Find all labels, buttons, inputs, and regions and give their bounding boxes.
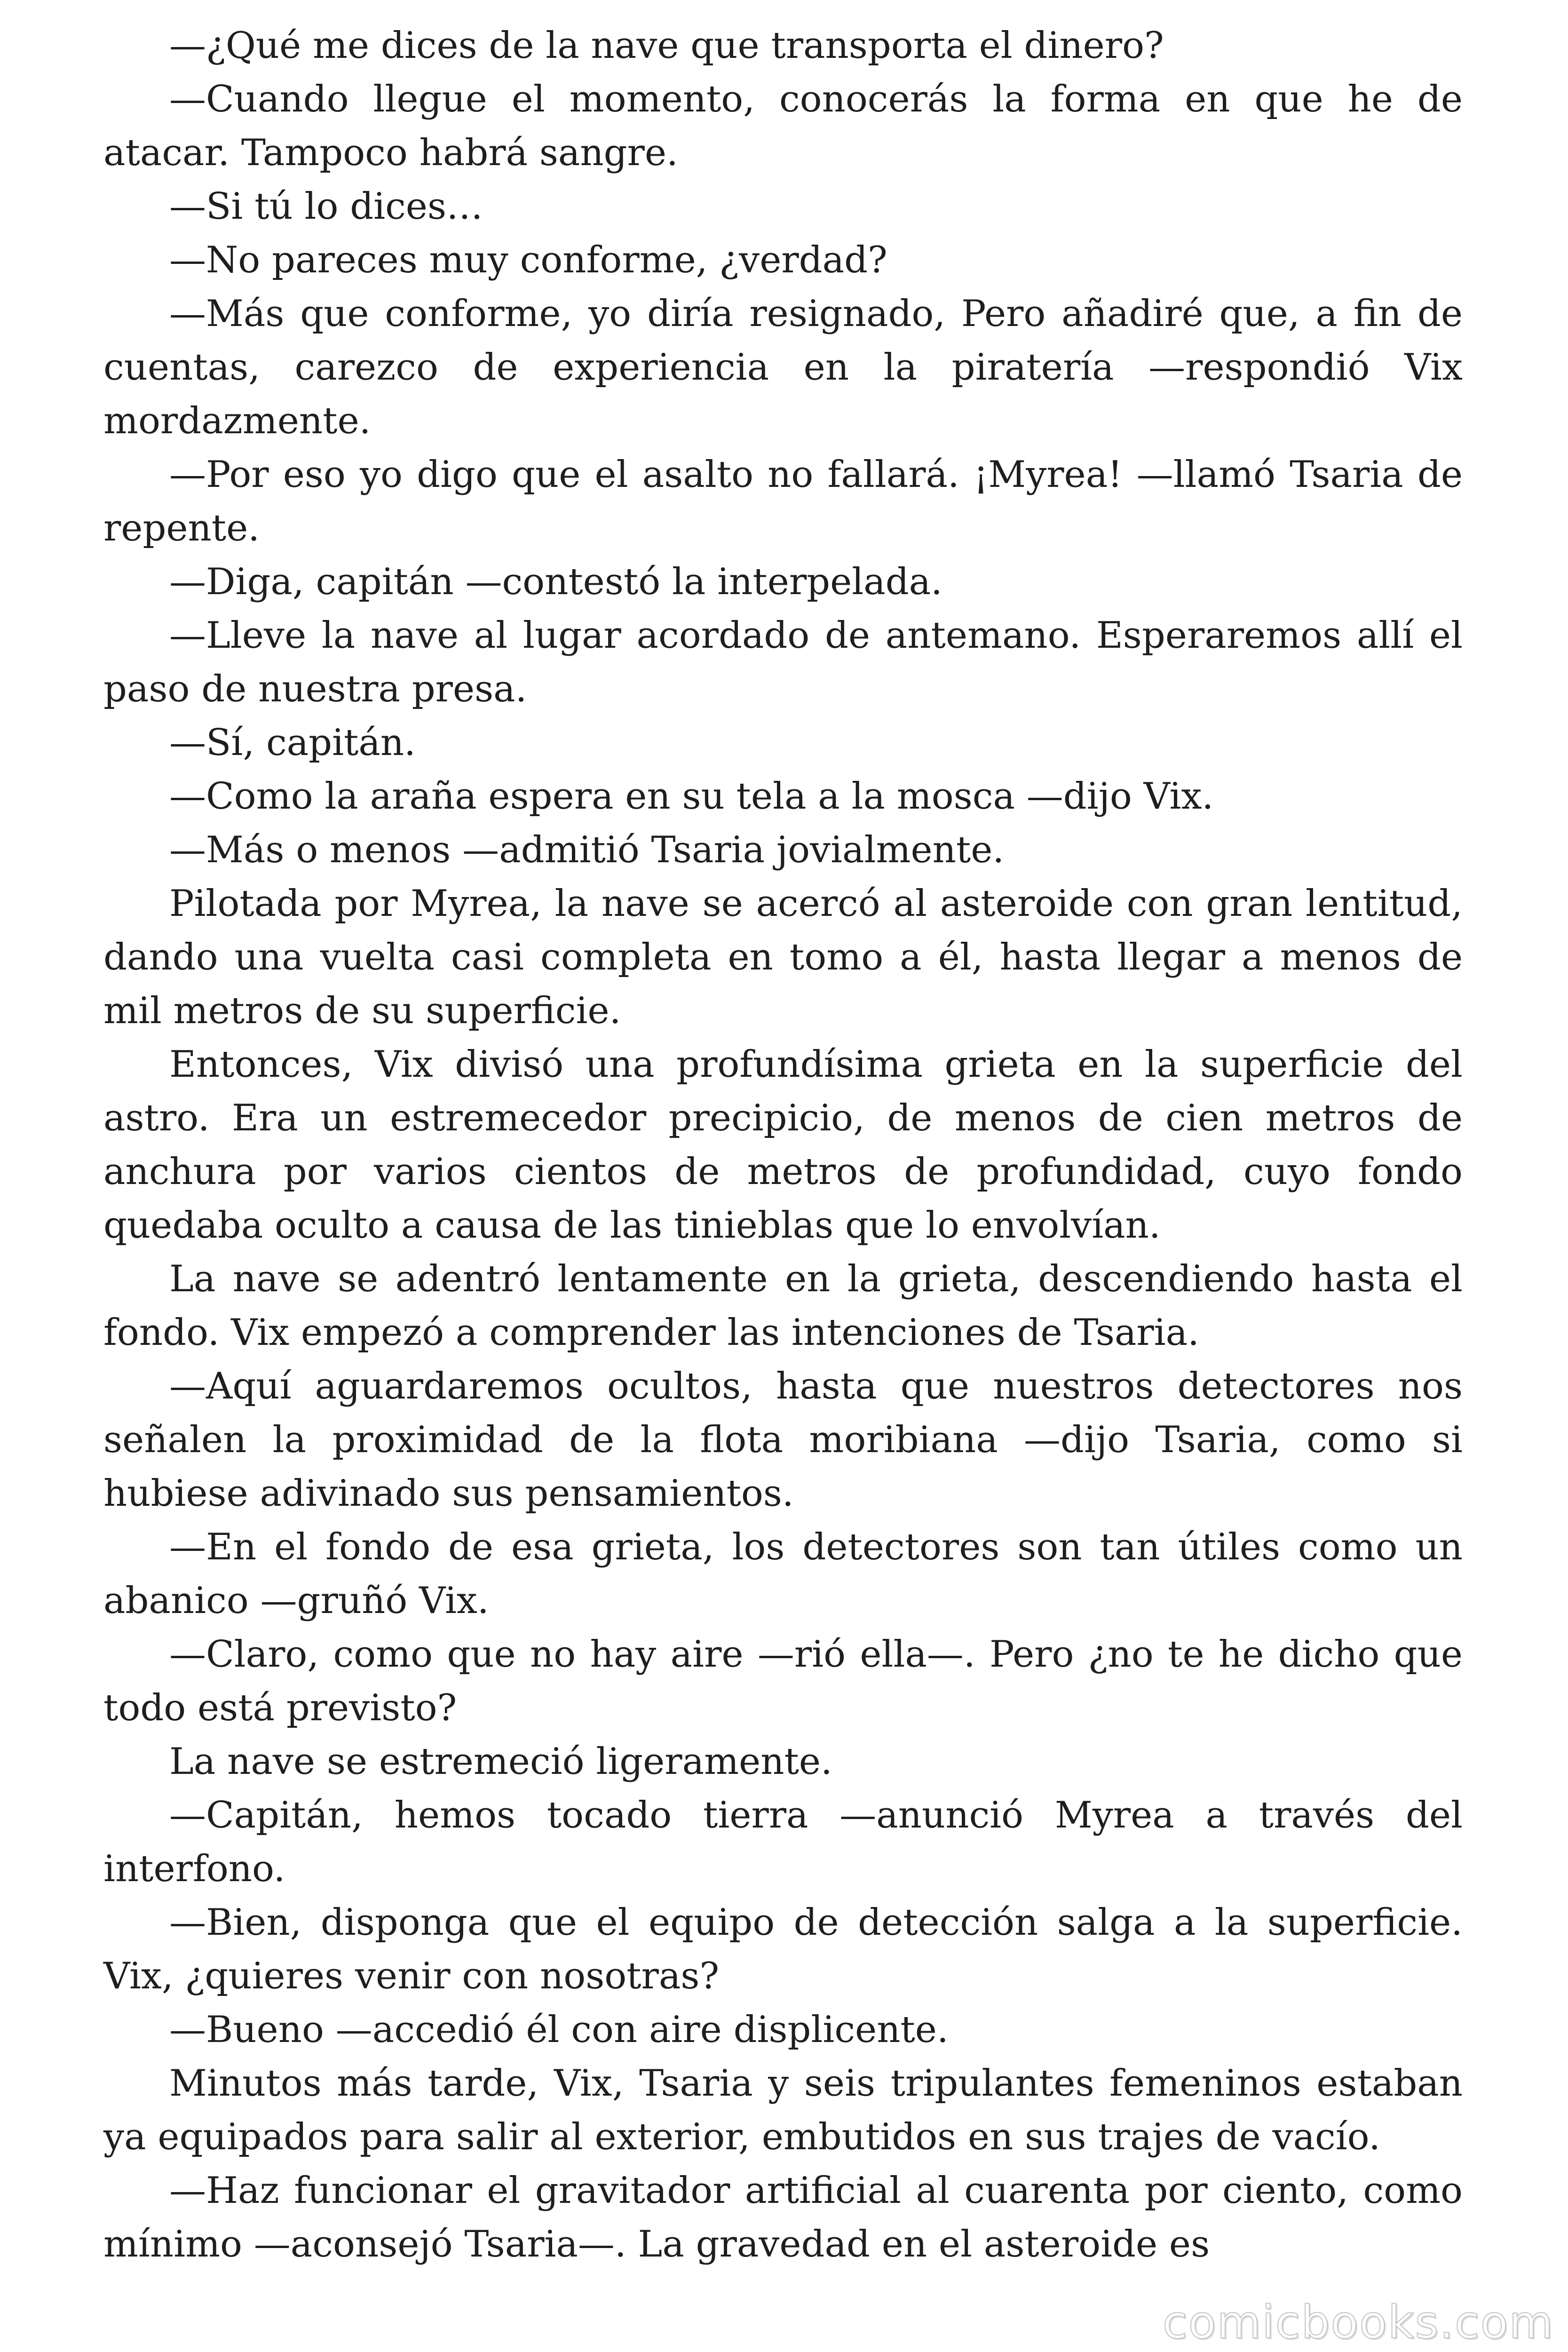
paragraph: —Sí, capitán. xyxy=(169,722,416,764)
paragraph: Entonces, Vix divisó una profundísima grieta en la superficie del astro. Era un estremecedor precipicio, de menos de cien metros de anchura por varios cientos de metros de profundidad, cuyo fondo quedaba oculto a causa de las tinieblas que lo envolvían. xyxy=(103,1043,1463,1247)
paragraph: —Lleve la nave al lugar acordado de antemano. Esperaremos allí el paso de nuestra presa. xyxy=(103,614,1463,710)
paragraph: —Haz funcionar el gravitador artificial al cuarenta por ciento, como mínimo —aconsejó Tsaria—. La gravedad en el asteroide es xyxy=(103,2169,1463,2265)
paragraph: —Aquí aguardaremos ocultos, hasta que nuestros detectores nos señalen la proximidad de la flota moribiana —dijo Tsaria, como si hubiese adivinado sus pensamientos. xyxy=(103,1365,1463,1515)
paragraph: —Capitán, hemos tocado tierra —anunció Myrea a través del interfono. xyxy=(103,1794,1463,1890)
paragraph: —Bien, disponga que el equipo de detección salga a la superficie. Vix, ¿quieres venir con nosotras? xyxy=(103,1901,1463,1997)
paragraph: —Si tú lo dices… xyxy=(169,185,483,228)
paragraph: —Como la araña espera en su tela a la mosca —dijo Vix. xyxy=(169,775,1214,818)
paragraph: —¿Qué me dices de la nave que transporta el dinero? xyxy=(169,24,1164,67)
paragraph: —Por eso yo digo que el asalto no fallará. ¡Myrea! —llamó Tsaria de repente. xyxy=(103,453,1463,549)
paragraph: La nave se adentró lentamente en la grieta, descendiendo hasta el fondo. Vix empezó a comprender las intenciones de Tsaria. xyxy=(103,1258,1463,1354)
paragraph: —Diga, capitán —contestó la interpelada. xyxy=(169,561,942,603)
paragraph: —Cuando llegue el momento, conocerás la forma en que he de atacar. Tampoco habrá sangre. xyxy=(103,78,1463,174)
paragraph: —No pareces muy conforme, ¿verdad? xyxy=(169,239,887,281)
paragraph: —En el fondo de esa grieta, los detectores son tan útiles como un abanico —gruñó Vix. xyxy=(103,1526,1463,1622)
page-text xyxy=(103,19,1463,2314)
watermark: comicbooks.com xyxy=(1162,2296,1554,2349)
paragraph: —Más o menos —admitió Tsaria jovialmente. xyxy=(169,829,1005,871)
paragraph: Pilotada por Myrea, la nave se acercó al asteroide con gran lentitud, dando una vuelta casi completa en tomo a él, hasta llegar a menos de mil metros de su superficie. xyxy=(103,882,1463,1032)
paragraph: La nave se estremeció ligeramente. xyxy=(169,1740,832,1783)
paragraph: Minutos más tarde, Vix, Tsaria y seis tripulantes femeninos estaban ya equipados para salir al exterior, embutidos en sus trajes de vacío. xyxy=(103,2062,1463,2158)
paragraph: —Más que conforme, yo diría resignado, Pero añadiré que, a fin de cuentas, carezco de experiencia en la piratería —respondió Vix mordazmente. xyxy=(103,293,1463,442)
paragraph: —Bueno —accedió él con aire displicente. xyxy=(169,2009,949,2051)
paragraph: —Claro, como que no hay aire —rió ella—. Pero ¿no te he dicho que todo está previsto? xyxy=(103,1633,1463,1729)
